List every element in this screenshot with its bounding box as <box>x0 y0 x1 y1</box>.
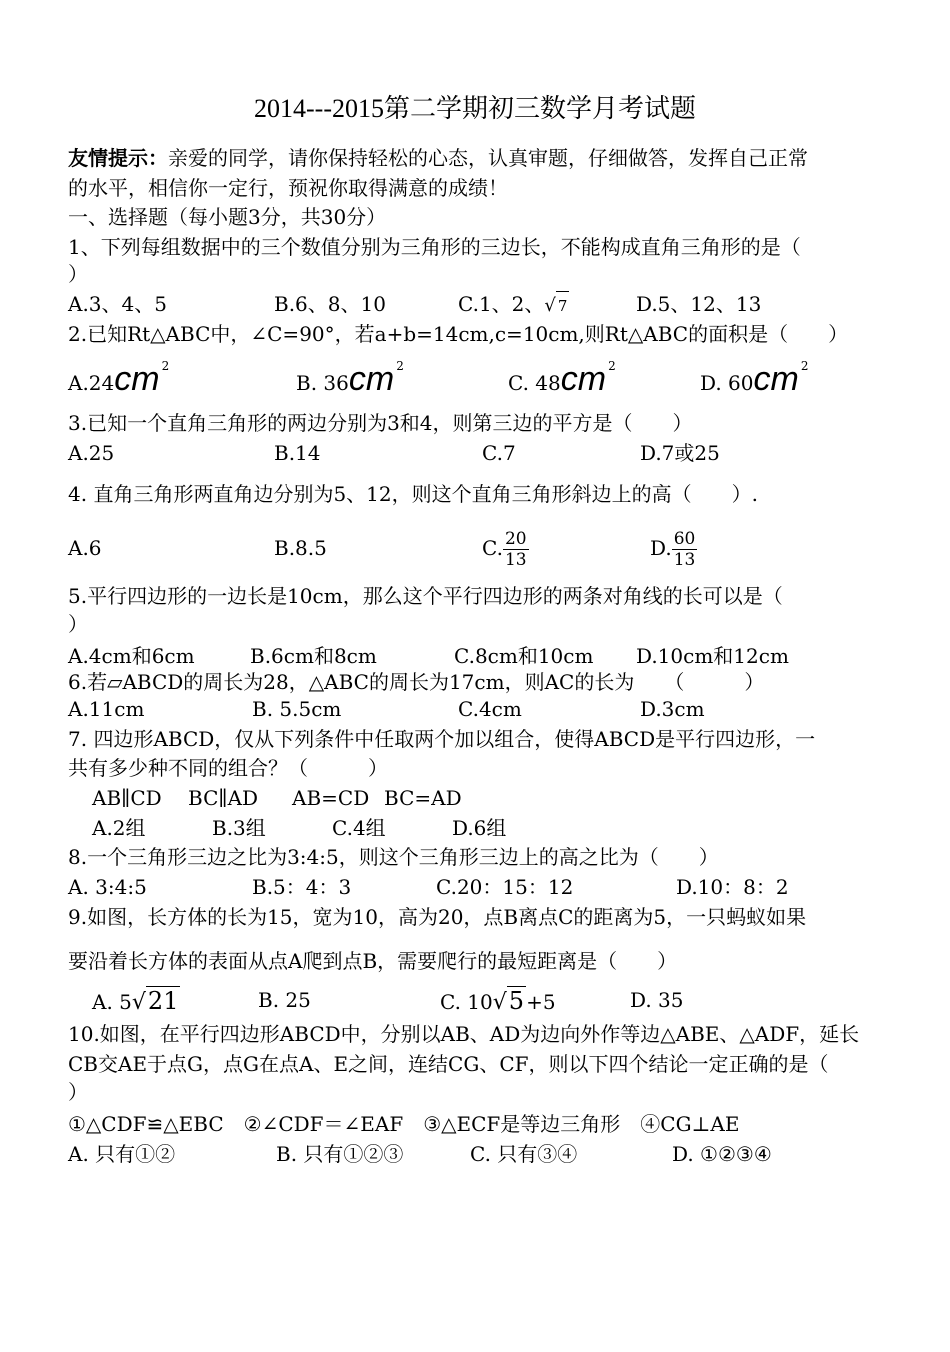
q1-stem: 1、下列每组数据中的三个数值分别为三角形的三边长，不能构成直角三角形的是（ <box>68 235 801 259</box>
q9-stem: 9.如图，长方体的长为15，宽为10，高为20，点B离点C的距离为5，一只蚂蚁如果 <box>68 905 807 929</box>
q10-option-a: A. 只有①② <box>68 1142 176 1166</box>
tip-line-2: 的水平，相信你一定行，预祝你取得满意的成绩！ <box>68 176 508 200</box>
q6-option-a: A.11cm <box>68 697 145 721</box>
q6-option-b: B. 5.5cm <box>252 697 342 721</box>
q7-stem: 7. 四边形ABCD，仅从下列条件中任取两个加以组合，使得ABCD是平行四边形，一 <box>68 727 816 751</box>
fraction-denominator: 13 <box>673 550 696 570</box>
q2-option-a <box>68 359 170 404</box>
q2-option-c <box>508 359 616 404</box>
q10-stem-2: CB交AE于点G，点G在点A、E之间，连结CG、CF，则以下四个结论一定正确的是（ <box>68 1052 829 1076</box>
q4-option-d <box>650 524 697 572</box>
q2-unit: cm <box>753 360 799 398</box>
q2-option-b <box>296 359 404 404</box>
q7-condition-4: BC=AD <box>384 786 462 810</box>
q7-stem-2: 共有多少种不同的组合？（ ） <box>68 756 388 780</box>
q7-option-c: C.4组 <box>332 816 386 840</box>
q5-option-d: D.10cm和12cm <box>636 644 789 668</box>
q2-exponent: 2 <box>608 359 616 373</box>
q3-option-a: A.25 <box>68 441 115 465</box>
q4-option-d-text: D. <box>650 536 672 560</box>
q9-option-a <box>92 986 180 1017</box>
q3-option-d: D.7或25 <box>640 441 720 465</box>
q8-option-b: B.5：4：3 <box>252 875 352 899</box>
q3-option-b: B.14 <box>274 441 321 465</box>
q10-conclusions: ①△CDF≌△EBC ②∠CDF＝∠EAF ③△ECF是等边三角形 ④CG⊥AE <box>68 1112 740 1136</box>
sqrt-symbol: √21 <box>131 987 179 1015</box>
q4-stem: 4. 直角三角形两直角边分别为5、12，则这个直角三角形斜边上的高（ ）. <box>68 482 758 506</box>
q9-option-c-text: C. 10 <box>440 990 493 1014</box>
q9-option-b: B. 25 <box>258 988 311 1012</box>
q5-option-c: C.8cm和10cm <box>454 644 594 668</box>
q2-unit: cm <box>560 360 607 398</box>
q10-option-d: D. ①②③④ <box>672 1142 772 1166</box>
q10-stem-end: ） <box>68 1080 88 1104</box>
q7-condition-3: AB=CD <box>292 786 370 810</box>
q4-option-b: B.8.5 <box>274 536 327 560</box>
q9-stem-2: 要沿着长方体的表面从点A爬到点B，需要爬行的最短距离是（ ） <box>68 949 678 973</box>
q8-option-a: A. 3:4:5 <box>68 875 147 899</box>
q5-option-a: A.4cm和6cm <box>68 644 195 668</box>
tip-text-1: 亲爱的同学，请你保持轻松的心态，认真审题，仔细做答，发挥自己正常 <box>168 146 808 170</box>
q7-option-a: A.2组 <box>92 816 146 840</box>
q8-option-c: C.20：15：12 <box>436 875 574 899</box>
q2-option-d-text: D. 60 <box>700 371 754 395</box>
q3-stem: 3.已知一个直角三角形的两边分别为3和4，则第三边的平方是（ ） <box>68 411 693 435</box>
q10-option-c: C. 只有③④ <box>470 1142 578 1166</box>
q9-option-d: D. 35 <box>630 988 684 1012</box>
q4-option-c-fraction <box>503 529 529 570</box>
q2-option-c-text: C. 48 <box>508 371 561 395</box>
q1-option-c-radicand: 7 <box>556 291 570 320</box>
q2-option-a-text: A.24 <box>68 371 115 395</box>
q9-option-a-text: A. 5 <box>92 990 132 1014</box>
fraction-numerator: 60 <box>673 529 696 549</box>
q2-unit: cm <box>348 360 395 398</box>
q2-exponent: 2 <box>800 359 809 373</box>
q7-condition-2: BC∥AD <box>188 786 259 810</box>
sqrt-symbol: √5 <box>492 987 525 1015</box>
q4-option-a: A.6 <box>68 536 102 560</box>
q5-stem: 5.平行四边形的一边长是10cm，那么这个平行四边形的两条对角线的长可以是（ <box>68 584 783 608</box>
q5-option-b: B.6cm和8cm <box>250 644 377 668</box>
q1-option-d: D.5、12、13 <box>636 292 762 316</box>
q3-option-c: C.7 <box>482 441 516 465</box>
q5-stem-end: ） <box>68 612 88 636</box>
q2-option-d <box>700 359 809 404</box>
q10-stem: 10.如图，在平行四边形ABCD中，分别以AB、AD为边向外作等边△ABE、△ADF，延长 <box>68 1022 860 1046</box>
sqrt-symbol: √ 7 <box>544 290 569 320</box>
q7-option-d: D.6组 <box>452 816 507 840</box>
q2-stem: 2.已知Rt△ABC中，∠C=90°，若a+b=14cm,c=10cm,则Rt△ABC的面积是（ ） <box>68 322 849 346</box>
q6-option-d: D.3cm <box>640 697 705 721</box>
fraction-numerator: 20 <box>504 529 527 549</box>
page-title: 2014---2015第二学期初三数学月考试题 <box>254 94 696 123</box>
q6-stem: 6.若▱ABCD的周长为28，△ABC的周长为17cm，则AC的长为 （ ） <box>68 670 765 694</box>
q8-option-d: D.10：8：2 <box>676 875 789 899</box>
q1-option-c-text: C.1、2、 <box>458 292 545 316</box>
q2-exponent: 2 <box>396 359 404 373</box>
q1-option-b: B.6、8、10 <box>274 292 386 316</box>
section-heading: 一、选择题（每小题3分，共30分） <box>68 205 387 229</box>
q4-option-c-text: C. <box>482 536 503 560</box>
q6-option-c: C.4cm <box>458 697 522 721</box>
fraction-denominator: 13 <box>504 550 527 570</box>
q1-option-a: A.3、4、5 <box>68 292 167 316</box>
q4-option-d-fraction <box>672 529 698 570</box>
tip-line-1 <box>68 144 808 172</box>
q1-option-c <box>458 290 569 320</box>
q9-option-c-tail: +5 <box>526 990 556 1014</box>
q7-condition-1: AB∥CD <box>92 786 162 810</box>
q9-option-c-radicand: 5 <box>508 987 525 1015</box>
q2-unit: cm <box>114 360 160 398</box>
q9-option-c <box>440 986 556 1017</box>
q1-stem-end: ） <box>68 262 88 286</box>
tip-label: 友情提示： <box>68 146 168 170</box>
q9-option-a-radicand: 21 <box>147 987 179 1015</box>
q2-option-b-text: B. 36 <box>296 371 349 395</box>
q8-stem: 8.一个三角形三边之比为3:4:5，则这个三角形三边上的高之比为（ ） <box>68 845 719 869</box>
q2-exponent: 2 <box>161 359 170 373</box>
q10-option-b: B. 只有①②③ <box>276 1142 404 1166</box>
q7-option-b: B.3组 <box>212 816 266 840</box>
q4-option-c <box>482 524 529 572</box>
